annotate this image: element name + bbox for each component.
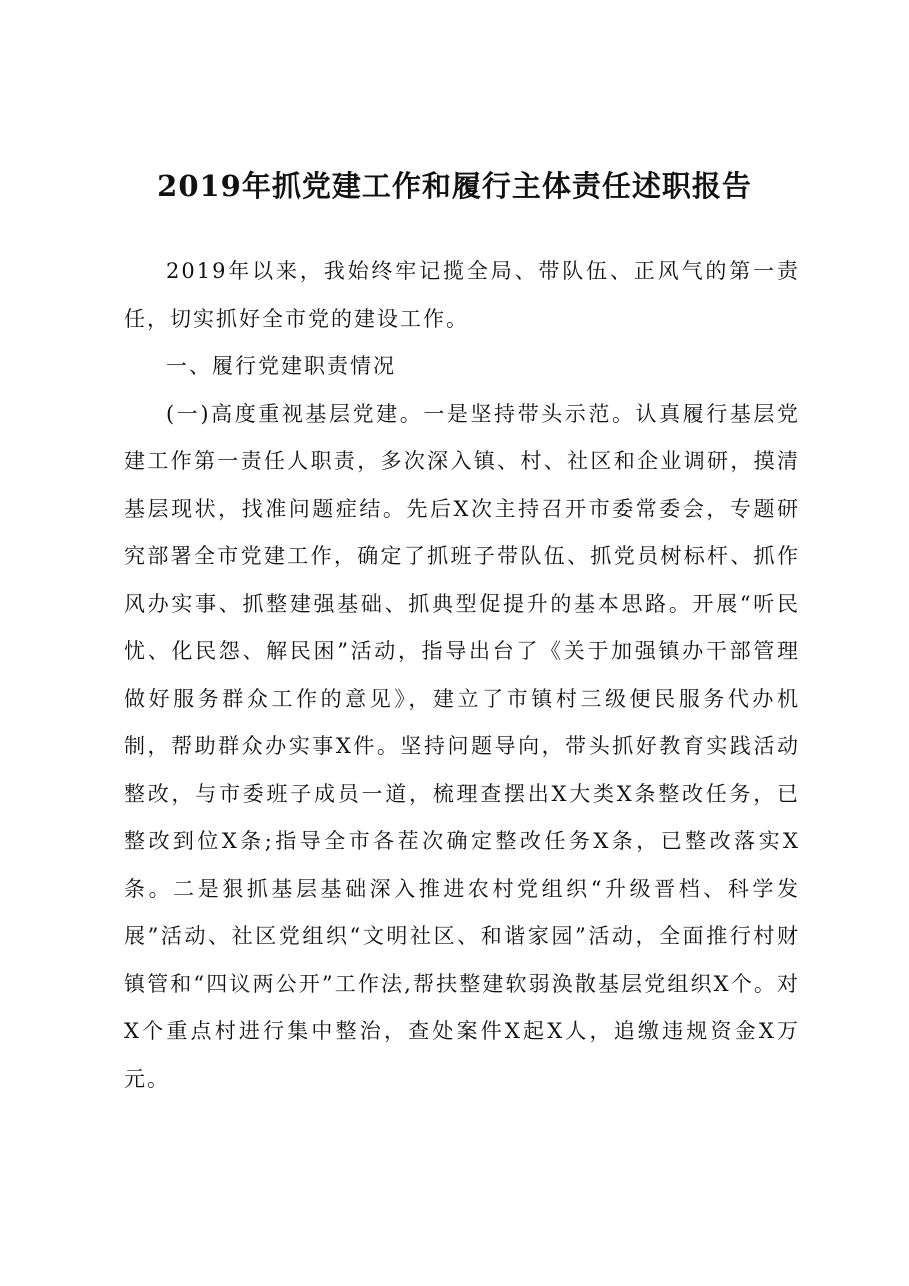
body-paragraph: (一)高度重视基层党建。一是坚持带头示范。认真履行基层党建工作第一责任人职责，多次深入镇、村、社区和企业调研，摸清基层现状，找准问题症结。先后X次主持召开市委常委会，专题研究部署全市党建工作，确定了抓班子带队伍、抓党员树标杆、抓作风办实事、抓整建强基础、抓典型促提升的基本思路。开展“听民忧、化民怨、解民困”活动，指导出台了《关于加强镇办干部管理做好服务群众工作的意见》，建立了市镇村三级便民服务代办机制，帮助群众办实事X件。坚持问题导向，带头抓好教育实践活动整改，与市委班子成员一道，梳理查摆出X大类X条整改任务，已整改到位X条;指导全市各茬次确定整改任务X条，已整改落实X条。二是狠抓基层基础深入推进农村党组织“升级晋档、科学发展”活动、社区党组织“文明社区、和谐家园”活动，全面推行村财镇管和“四议两公开”工作法,帮扶整建软弱涣散基层党组织X个。对X个重点村进行集中整治，查处案件X起X人，追缴违规资金X万元。 [124,401,800,1091]
section-heading: 一、履行党建职责情况 [166,354,396,378]
intro-paragraph: 2019年以来，我始终牢记揽全局、带队伍、正风气的第一责任，切实抓好全市党的建设工作。 [124,259,800,331]
document-body [124,248,800,1103]
document-title: 2019年抓党建工作和履行主体责任述职报告 [157,169,752,203]
